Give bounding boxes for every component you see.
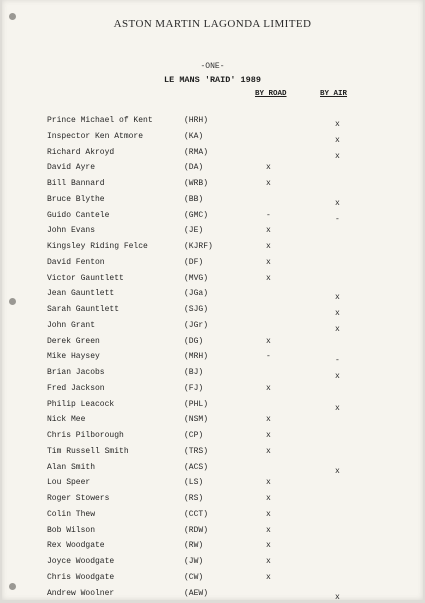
list-item	[2, 463, 423, 477]
list-item	[2, 447, 423, 461]
list-item	[2, 258, 423, 272]
attendee-name: Rex Woodgate	[47, 541, 105, 551]
attendee-name: Bob Wilson	[47, 525, 96, 535]
attendee-initials: (GMC)	[184, 210, 209, 220]
by-air-mark: x	[335, 309, 340, 318]
list-item	[2, 573, 423, 587]
list-item	[2, 589, 423, 603]
list-item	[2, 337, 423, 351]
attendee-name: Victor Gauntlett	[47, 273, 124, 283]
by-road-mark: x	[266, 336, 271, 346]
list-item	[2, 415, 423, 429]
by-air-mark: -	[335, 214, 340, 224]
attendee-name: David Fenton	[47, 257, 105, 267]
by-road-mark: x	[266, 509, 271, 519]
by-road-mark: -	[266, 352, 271, 362]
attendee-initials: (KJRF)	[184, 242, 213, 251]
attendee-name: Chris Pilborough	[47, 431, 124, 440]
list-item	[2, 132, 423, 146]
by-air-mark: x	[335, 120, 340, 129]
attendee-initials: (KA)	[184, 131, 204, 141]
attendee-name: John Grant	[47, 320, 96, 330]
by-road-mark: x	[266, 242, 271, 251]
attendee-initials: (ACS)	[184, 462, 209, 472]
list-item	[2, 242, 423, 256]
list-item	[2, 431, 423, 445]
list-item	[2, 274, 423, 288]
attendee-initials: (RW)	[184, 541, 204, 551]
attendee-initials: (AEW)	[184, 588, 209, 598]
list-item	[2, 368, 423, 382]
attendee-name: Colin Thew	[47, 509, 96, 519]
attendee-name: John Evans	[47, 226, 96, 236]
attendee-initials: (BJ)	[184, 368, 204, 377]
by-air-mark: x	[335, 293, 340, 303]
list-item	[2, 510, 423, 524]
attendee-initials: (NSM)	[184, 415, 209, 425]
attendee-initials: (FJ)	[184, 383, 204, 393]
attendee-initials: (DG)	[184, 336, 204, 346]
by-road-mark: x	[266, 431, 271, 440]
list-item	[2, 226, 423, 240]
attendee-name: Bill Bannard	[47, 179, 105, 188]
attendee-initials: (DA)	[184, 163, 204, 173]
attendee-name: Mike Haysey	[47, 352, 100, 362]
by-road-mark: x	[266, 541, 271, 551]
by-road-mark: x	[266, 478, 271, 488]
by-road-mark: x	[266, 163, 271, 173]
attendee-initials: (CP)	[184, 431, 204, 440]
list-item	[2, 321, 423, 335]
attendee-name: Prince Michael of Kent	[47, 116, 153, 125]
list-item	[2, 116, 423, 130]
list-item	[2, 352, 423, 366]
company-heading: ASTON MARTIN LAGONDA LIMITED	[113, 18, 312, 30]
attendee-initials: (RS)	[184, 494, 204, 503]
by-air-mark: x	[335, 135, 340, 145]
attendee-initials: (RDW)	[184, 525, 209, 535]
list-item	[2, 179, 423, 193]
attendee-name: Sarah Gauntlett	[47, 305, 120, 314]
attendee-initials: (BB)	[184, 194, 204, 204]
attendee-initials: (JE)	[184, 226, 204, 236]
by-road-mark: x	[266, 415, 271, 425]
by-air-mark: x	[335, 151, 340, 161]
attendee-name: Fred Jackson	[47, 383, 105, 393]
attendee-name: Andrew Woolner	[47, 588, 115, 598]
attendee-name: Nick Mee	[47, 415, 86, 425]
attendee-initials: (MRH)	[184, 352, 209, 362]
attendee-initials: (LS)	[184, 478, 204, 488]
by-air-mark: x	[335, 324, 340, 334]
attendee-name: Chris Woodgate	[47, 572, 115, 582]
by-road-mark: x	[266, 257, 271, 267]
page-number: -ONE-	[200, 62, 225, 71]
by-road-heading: BY ROAD	[255, 90, 287, 98]
list-item	[2, 148, 423, 162]
list-item	[2, 557, 423, 571]
attendee-initials: (JGr)	[184, 320, 209, 330]
attendee-name: Guido Cantele	[47, 210, 110, 220]
by-road-mark: x	[266, 179, 271, 188]
by-road-mark: x	[266, 557, 271, 566]
attendee-initials: (CW)	[184, 572, 204, 582]
attendee-name: Alan Smith	[47, 462, 96, 472]
by-road-mark: x	[266, 525, 271, 535]
list-item	[2, 211, 423, 225]
by-road-mark: x	[266, 383, 271, 393]
by-air-mark: x	[335, 198, 340, 208]
attendee-name: Joyce Woodgate	[47, 557, 115, 566]
attendee-name: Jean Gauntlett	[47, 289, 115, 299]
by-road-mark: x	[266, 494, 271, 503]
attendee-initials: (TRS)	[184, 446, 209, 456]
list-item	[2, 400, 423, 414]
attendee-name: Kingsley Riding Felce	[47, 242, 148, 251]
by-road-mark: x	[266, 446, 271, 456]
attendee-initials: (RMA)	[184, 147, 209, 157]
attendee-initials: (PHL)	[184, 399, 209, 409]
attendee-name: Bruce Blythe	[47, 194, 105, 204]
attendee-initials: (DF)	[184, 257, 204, 267]
attendee-name: Brian Jacobs	[47, 368, 105, 377]
by-road-mark: -	[266, 210, 271, 220]
attendee-initials: (HRH)	[184, 116, 209, 125]
by-air-heading: BY AIR	[320, 90, 348, 98]
by-air-mark: -	[335, 356, 340, 366]
list-item	[2, 494, 423, 508]
attendee-initials: (WRB)	[184, 179, 209, 188]
attendee-name: David Ayre	[47, 163, 96, 173]
list-item	[2, 478, 423, 492]
attendee-name: Inspector Ken Atmore	[47, 131, 144, 141]
list-item	[2, 384, 423, 398]
attendee-name: Tim Russell Smith	[47, 446, 129, 456]
by-road-mark: x	[266, 273, 271, 283]
by-air-mark: x	[335, 592, 340, 602]
document-title: LE MANS 'RAID' 1989	[164, 75, 261, 85]
by-air-mark: x	[335, 372, 340, 381]
attendee-initials: (JGa)	[184, 289, 209, 299]
list-item	[2, 163, 423, 177]
attendee-name: Lou Speer	[47, 478, 91, 488]
list-item	[2, 289, 423, 303]
attendee-name: Roger Stowers	[47, 494, 110, 503]
attendee-initials: (SJG)	[184, 305, 209, 314]
attendee-name: Derek Green	[47, 336, 100, 346]
document-page	[2, 0, 423, 600]
by-road-mark: x	[266, 226, 271, 236]
attendee-name: Richard Akroyd	[47, 147, 115, 157]
attendee-initials: (JW)	[184, 557, 204, 566]
list-item	[2, 526, 423, 540]
by-air-mark: x	[335, 466, 340, 476]
list-item	[2, 305, 423, 319]
attendee-initials: (MVG)	[184, 273, 209, 283]
attendee-initials: (CCT)	[184, 509, 209, 519]
list-item	[2, 541, 423, 555]
list-item	[2, 195, 423, 209]
by-road-mark: x	[266, 572, 271, 582]
attendee-name: Philip Leacock	[47, 399, 115, 409]
by-air-mark: x	[335, 403, 340, 413]
